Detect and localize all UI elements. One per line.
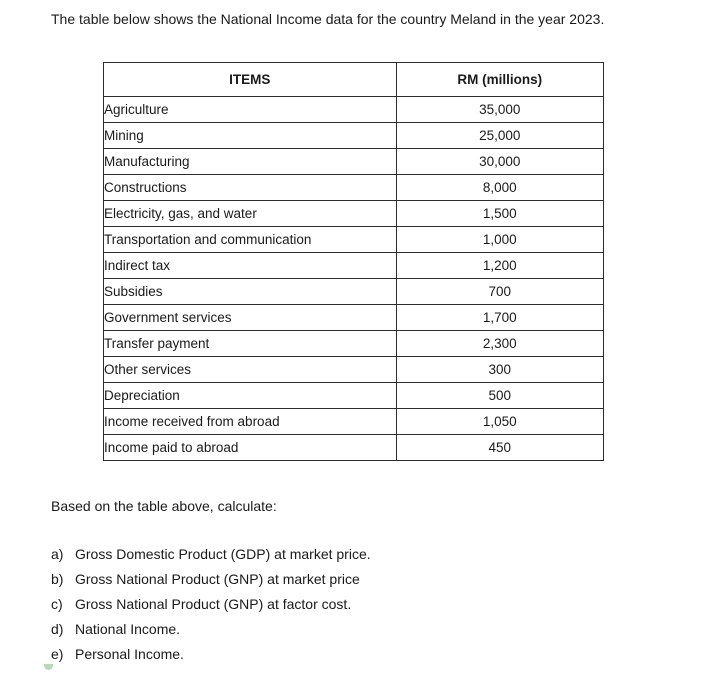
question-text: Personal Income. — [75, 646, 184, 662]
table-row — [104, 357, 604, 383]
table-header-row — [104, 63, 604, 97]
item-cell: Depreciation — [104, 383, 397, 409]
question-item — [51, 620, 371, 645]
intro-text: The table below shows the National Income data for the country Meland in the year 2023. — [51, 11, 605, 27]
item-cell: Income paid to abroad — [104, 435, 397, 461]
question-text: Gross National Product (GNP) at market price — [75, 571, 360, 587]
question-item — [51, 545, 371, 570]
national-income-table — [103, 62, 604, 461]
item-cell: Transportation and communication — [104, 227, 397, 253]
value-cell: 300 — [396, 357, 603, 383]
table-row — [104, 123, 604, 149]
question-item — [51, 645, 371, 670]
items-header: ITEMS — [104, 63, 397, 97]
table-row — [104, 409, 604, 435]
question-text: Gross National Product (GNP) at factor cost. — [75, 596, 352, 612]
value-cell: 1,500 — [396, 201, 603, 227]
value-cell: 1,000 — [396, 227, 603, 253]
question-label: e) — [51, 646, 64, 662]
question-label: d) — [51, 621, 64, 637]
item-cell: Subsidies — [104, 279, 397, 305]
item-cell: Agriculture — [104, 97, 397, 123]
value-cell: 35,000 — [396, 97, 603, 123]
table-row — [104, 383, 604, 409]
item-cell: Transfer payment — [104, 331, 397, 357]
table-row — [104, 331, 604, 357]
item-cell: Government services — [104, 305, 397, 331]
value-cell: 500 — [396, 383, 603, 409]
question-label: a) — [51, 546, 64, 562]
rm-millions-header: RM (millions) — [396, 63, 603, 97]
table-row — [104, 253, 604, 279]
table-body — [104, 97, 604, 461]
table-row — [104, 279, 604, 305]
table-row — [104, 97, 604, 123]
question-item — [51, 570, 371, 595]
value-cell: 1,200 — [396, 253, 603, 279]
item-cell: Mining — [104, 123, 397, 149]
table-row — [104, 435, 604, 461]
value-cell: 8,000 — [396, 175, 603, 201]
table-row — [104, 227, 604, 253]
table-row — [104, 149, 604, 175]
table-row — [104, 201, 604, 227]
item-cell: Income received from abroad — [104, 409, 397, 435]
value-cell: 450 — [396, 435, 603, 461]
table-row — [104, 175, 604, 201]
value-cell: 700 — [396, 279, 603, 305]
value-cell: 1,050 — [396, 409, 603, 435]
item-cell: Constructions — [104, 175, 397, 201]
question-label: b) — [51, 571, 64, 587]
value-cell: 30,000 — [396, 149, 603, 175]
item-cell: Other services — [104, 357, 397, 383]
prompt-text: Based on the table above, calculate: — [51, 498, 277, 514]
value-cell: 25,000 — [396, 123, 603, 149]
question-list — [51, 545, 371, 670]
value-cell: 2,300 — [396, 331, 603, 357]
value-cell: 1,700 — [396, 305, 603, 331]
table-row — [104, 305, 604, 331]
item-cell: Electricity, gas, and water — [104, 201, 397, 227]
question-item — [51, 595, 371, 620]
item-cell: Manufacturing — [104, 149, 397, 175]
question-text: Gross Domestic Product (GDP) at market price. — [75, 546, 371, 562]
item-cell: Indirect tax — [104, 253, 397, 279]
question-text: National Income. — [75, 621, 181, 637]
question-label: c) — [51, 596, 63, 612]
